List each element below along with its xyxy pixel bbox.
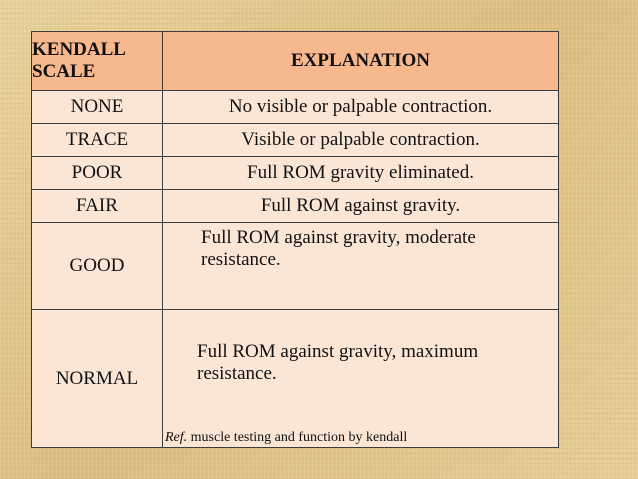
explanation-line1: Full ROM against gravity, maximum — [197, 341, 479, 362]
explanation-line1: Full ROM against gravity, moderate — [201, 227, 476, 248]
grade-cell: NONE — [32, 91, 163, 124]
explanation-cell: No visible or palpable contraction. — [163, 91, 559, 124]
reference-citation — [165, 430, 407, 446]
explanation-cell: Visible or palpable contraction. — [163, 124, 559, 157]
table-header-row — [32, 32, 559, 91]
explanation-cell: Full ROM gravity eliminated. — [163, 157, 559, 190]
header-scale-line1: KENDALL — [32, 39, 126, 60]
header-explanation: EXPLANATION — [163, 32, 559, 91]
table-row — [32, 190, 559, 223]
reference-prefix: Ref. — [165, 430, 188, 445]
grade-cell: TRACE — [32, 124, 163, 157]
kendall-scale-table — [31, 31, 559, 448]
table-row — [32, 124, 559, 157]
explanation-line2: resistance. — [201, 249, 281, 270]
header-scale-line2: SCALE — [32, 61, 96, 82]
table-row — [32, 310, 559, 448]
header-kendall-scale — [32, 32, 163, 91]
table-row — [32, 223, 559, 310]
grade-cell: NORMAL — [32, 310, 163, 448]
reference-text: muscle testing and function by kendall — [187, 430, 408, 445]
grade-cell: POOR — [32, 157, 163, 190]
explanation-cell — [163, 310, 559, 448]
table-row — [32, 91, 559, 124]
table-row — [32, 157, 559, 190]
explanation-cell: Full ROM against gravity. — [163, 190, 559, 223]
grade-cell: GOOD — [32, 223, 163, 310]
explanation-cell — [163, 223, 559, 310]
explanation-line2: resistance. — [197, 363, 277, 384]
grade-cell: FAIR — [32, 190, 163, 223]
